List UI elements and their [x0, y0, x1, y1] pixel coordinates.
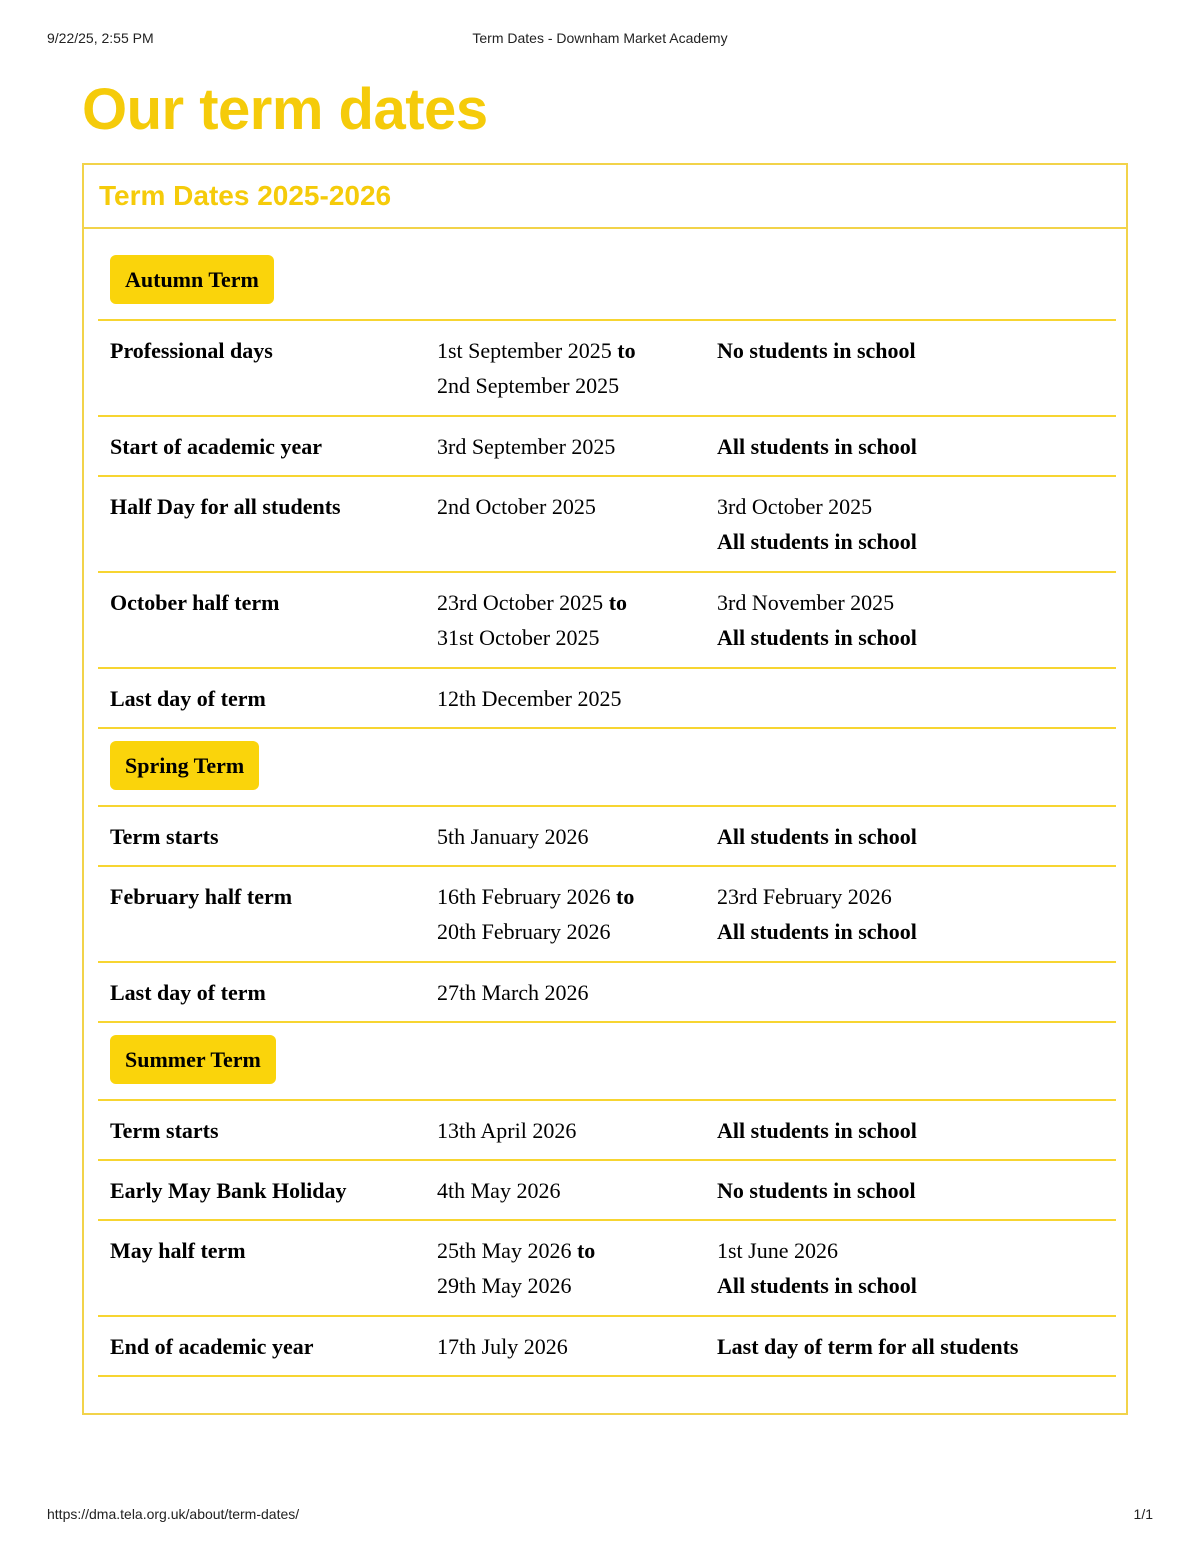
date-from: 23rd October 2025: [437, 590, 604, 615]
date-row: [98, 417, 1116, 477]
event-name: Last day of term: [110, 686, 266, 711]
event-name: End of academic year: [110, 1334, 314, 1359]
event-dates: [437, 1329, 568, 1364]
date-from: 16th February 2026: [437, 884, 611, 909]
date-from: 5th January 2026: [437, 824, 589, 849]
event-dates: [437, 819, 589, 854]
event-name: Term starts: [110, 1118, 219, 1143]
event-name: Professional days: [110, 338, 273, 363]
event-note: [717, 879, 917, 949]
event-note: [717, 489, 917, 559]
event-dates: [437, 489, 596, 524]
date-from: 12th December 2025: [437, 686, 622, 711]
date-from-line: [437, 879, 634, 914]
attendance-note: No students in school: [717, 1178, 916, 1203]
panel-title: Term Dates 2025-2026: [99, 180, 392, 211]
attendance-note: All students in school: [717, 434, 917, 459]
date-row: [98, 1101, 1116, 1161]
panel-header: [84, 165, 1126, 229]
term-header-row: [98, 729, 1116, 807]
print-timestamp: 9/22/25, 2:55 PM: [47, 30, 154, 46]
attendance-note: No students in school: [717, 338, 916, 363]
print-footer: [47, 1506, 1153, 1526]
date-from-line: [437, 975, 589, 1010]
date-from-line: [437, 819, 589, 854]
date-from-line: [437, 585, 627, 620]
date-from-line: [437, 333, 636, 368]
event-note: [717, 1173, 916, 1208]
attendance-note: All students in school: [717, 824, 917, 849]
print-document-title: Term Dates - Downham Market Academy: [472, 30, 728, 46]
event-dates: [437, 681, 622, 716]
attendance-note: All students in school: [717, 529, 917, 554]
event-name: October half term: [110, 590, 280, 615]
date-from: 1st September 2025: [437, 338, 612, 363]
date-row: [98, 867, 1116, 963]
date-row: [98, 963, 1116, 1023]
date-from: 2nd October 2025: [437, 494, 596, 519]
date-row: [98, 1317, 1116, 1377]
print-header: [47, 30, 1153, 50]
date-row: [98, 669, 1116, 729]
date-from: 3rd September 2025: [437, 434, 616, 459]
date-from-line: [437, 1233, 595, 1268]
term-badge: Spring Term: [110, 741, 259, 790]
date-connector: to: [608, 590, 628, 615]
event-note: [717, 429, 917, 464]
date-row: [98, 807, 1116, 867]
event-dates: [437, 333, 636, 403]
return-date: 23rd February 2026: [717, 884, 892, 909]
date-from: 13th April 2026: [437, 1118, 577, 1143]
event-name: May half term: [110, 1238, 246, 1263]
date-from-line: [437, 1173, 560, 1208]
date-from: 27th March 2026: [437, 980, 589, 1005]
term-header-row: [98, 1023, 1116, 1101]
event-dates: [437, 429, 615, 464]
event-note: [717, 1113, 917, 1148]
date-row: [98, 573, 1116, 669]
event-dates: [437, 1173, 560, 1208]
date-to: 2nd September 2025: [437, 373, 620, 398]
event-dates: [437, 1233, 595, 1303]
event-note: [717, 1233, 917, 1303]
print-page-number: 1/1: [1133, 1506, 1153, 1522]
date-from: 25th May 2026: [437, 1238, 572, 1263]
term-badge: Autumn Term: [110, 255, 274, 304]
date-to: 20th February 2026: [437, 919, 611, 944]
date-from-line: [437, 1329, 568, 1364]
term-dates-panel: [82, 163, 1128, 1415]
return-date: 3rd October 2025: [717, 494, 873, 519]
event-dates: [437, 1113, 576, 1148]
date-from-line: [437, 489, 596, 524]
return-date: 1st June 2026: [717, 1238, 838, 1263]
attendance-note: All students in school: [717, 625, 917, 650]
date-from: 4th May 2026: [437, 1178, 561, 1203]
attendance-note: All students in school: [717, 1273, 917, 1298]
event-name: Start of academic year: [110, 434, 322, 459]
event-note: [717, 585, 917, 655]
date-row: [98, 321, 1116, 417]
attendance-note: All students in school: [717, 919, 917, 944]
event-note: [717, 1329, 1018, 1364]
date-from-line: [437, 429, 615, 464]
event-note: [717, 819, 917, 854]
date-from-line: [437, 1113, 576, 1148]
date-connector: to: [576, 1238, 596, 1263]
date-from: 17th July 2026: [437, 1334, 568, 1359]
event-name: February half term: [110, 884, 293, 909]
event-dates: [437, 975, 589, 1010]
event-name: Early May Bank Holiday: [110, 1178, 347, 1203]
date-row: [98, 1221, 1116, 1317]
term-header-row: [98, 229, 1116, 321]
term-badge: Summer Term: [110, 1035, 276, 1084]
return-date: 3rd November 2025: [717, 590, 895, 615]
event-note: [717, 333, 916, 368]
event-name: Term starts: [110, 824, 219, 849]
term-dates-table: [98, 229, 1116, 1377]
event-dates: [437, 585, 627, 655]
event-dates: [437, 879, 634, 949]
date-connector: to: [616, 884, 635, 909]
attendance-note: All students in school: [717, 1118, 917, 1143]
date-from-line: [437, 681, 622, 716]
event-name: Last day of term: [110, 980, 266, 1005]
date-row: [98, 477, 1116, 573]
attendance-note: Last day of term for all students: [717, 1334, 1019, 1359]
date-to: 31st October 2025: [437, 625, 600, 650]
date-connector: to: [617, 338, 636, 363]
date-row: [98, 1161, 1116, 1221]
page-title: Our term dates: [82, 77, 488, 142]
event-name: Half Day for all students: [110, 494, 341, 519]
print-url: https://dma.tela.org.uk/about/term-dates/: [47, 1506, 300, 1522]
date-to: 29th May 2026: [437, 1273, 572, 1298]
